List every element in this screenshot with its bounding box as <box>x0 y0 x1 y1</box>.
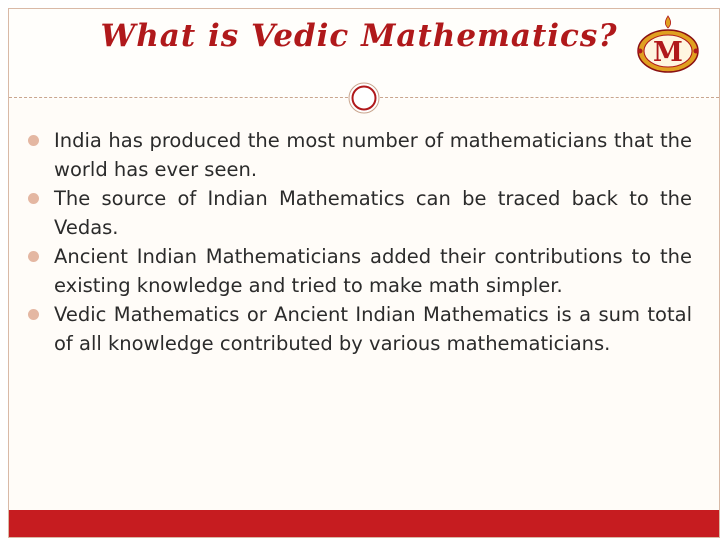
bullet-item <box>22 300 692 358</box>
logo-emblem <box>634 14 702 78</box>
slide-title: What is Vedic Mathematics? <box>100 18 618 54</box>
bullet-text: India has produced the most number of mathematicians that the world has ever seen. <box>54 129 692 181</box>
flame-icon <box>665 16 670 28</box>
bullet-text: The source of Indian Mathematics can be traced back to the Vedas. <box>54 187 692 239</box>
bullet-item <box>22 126 692 184</box>
bullet-text: Vedic Mathematics or Ancient Indian Mathematics is a sum total of all knowledge contributed by various mathematicians. <box>54 303 692 355</box>
footer-bar <box>9 510 719 537</box>
slide-content <box>22 126 692 358</box>
logo-letter: M <box>653 37 683 68</box>
bullet-icon <box>28 135 39 146</box>
bullet-text: Ancient Indian Mathematicians added their contributions to the existing knowledge and tried to make math simpler. <box>54 245 692 297</box>
bullet-icon <box>28 193 39 204</box>
bullet-icon <box>28 309 39 320</box>
bullet-icon <box>28 251 39 262</box>
bullet-list <box>22 126 692 358</box>
divider-ornament <box>348 82 380 114</box>
bullet-item <box>22 184 692 242</box>
bullet-item <box>22 242 692 300</box>
